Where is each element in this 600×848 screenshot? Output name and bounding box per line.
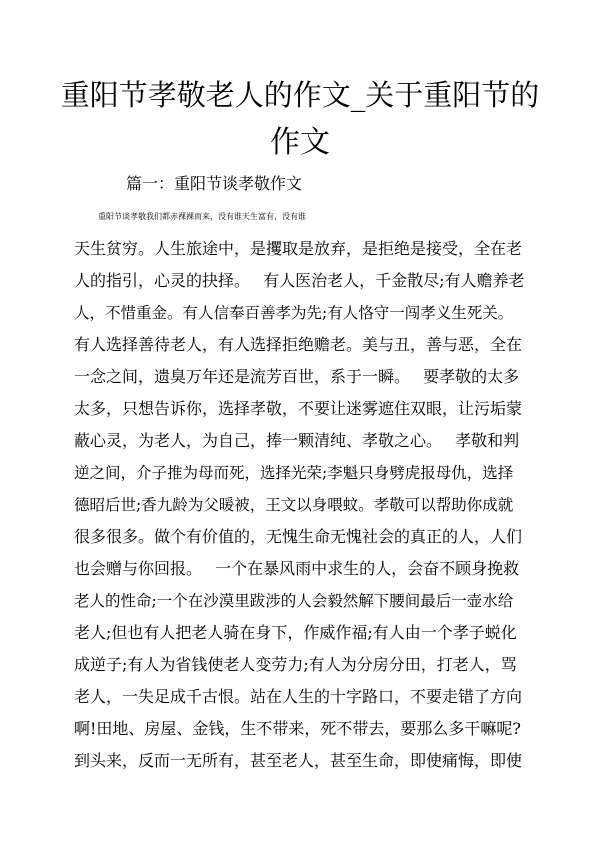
body-line: 重阳节谈孝敬我们都赤裸裸而来，没有谁天生富有，没有谁 xyxy=(98,212,306,221)
document-title-line-2: 作文 xyxy=(270,125,330,160)
body-line: 也会赠与你回报。 一个在暴风雨中求生的人，会奋不顾身挽救 xyxy=(74,559,520,578)
section-heading: 篇一：重阳节谈孝敬作文 xyxy=(126,174,303,193)
body-line: 啊!田地、房屋、金钱，生不带来，死不带去，要那么多干嘛呢? xyxy=(74,719,522,738)
body-line: 有人选择善待老人，有人选择拒绝赡老。美与丑，善与恶，全在 xyxy=(74,335,523,354)
body-line: 人的指引，心灵的抉择。 有人医治老人，千金散尽;有人赡养老 xyxy=(74,271,525,290)
body-line: 老人，一失足成千古恨。站在人生的十字路口，不要走错了方向 xyxy=(74,687,523,706)
body-line: 老人的性命;一个在沙漠里跋涉的人会毅然解下腰间最后一壶水给 xyxy=(74,592,514,610)
document-title-line-1: 重阳节孝敬老人的作文_关于重阳节的 xyxy=(60,78,540,112)
body-line: 成逆子;有人为省钱使老人变劳力;有人为分房分田，打老人，骂 xyxy=(74,655,517,674)
body-line: 天生贫穷。人生旅途中，是攫取是放弃，是拒绝是接受，全在老 xyxy=(74,239,523,258)
body-line: 太多，只想告诉你，选择孝敬，不要让迷雾遮住双眼，让污垢蒙 xyxy=(74,399,523,418)
body-line: 很多很多。做个有价值的，无愧生命无愧社会的真正的人，人们 xyxy=(74,527,523,546)
body-line: 人，不惜重金。有人信奉百善孝为先;有人恪守一闯孝义生死关。 xyxy=(74,304,514,322)
body-line: 德昭后世;香九龄为父暖被，王文以身喂蚊。孝敬可以帮助你成就 xyxy=(74,496,514,514)
body-line: 蔽心灵，为老人，为自己，捧一颗清纯、孝敬之心。 孝敬和判 xyxy=(74,431,520,450)
body-line: 老人;但也有人把老人骑在身下，作威作福;有人由一个孝子蜕化 xyxy=(74,623,517,642)
body-line: 到头来，反而一无所有，甚至老人，甚至生命，即使痛悔，即使 xyxy=(74,751,523,770)
body-line: 一念之间，遗臭万年还是流芳百世，系于一瞬。 要孝敬的太多 xyxy=(74,367,520,386)
body-line: 逆之间，介子推为母而死，选择光荣;李魁只身劈虎报母仇，选择 xyxy=(74,464,514,482)
